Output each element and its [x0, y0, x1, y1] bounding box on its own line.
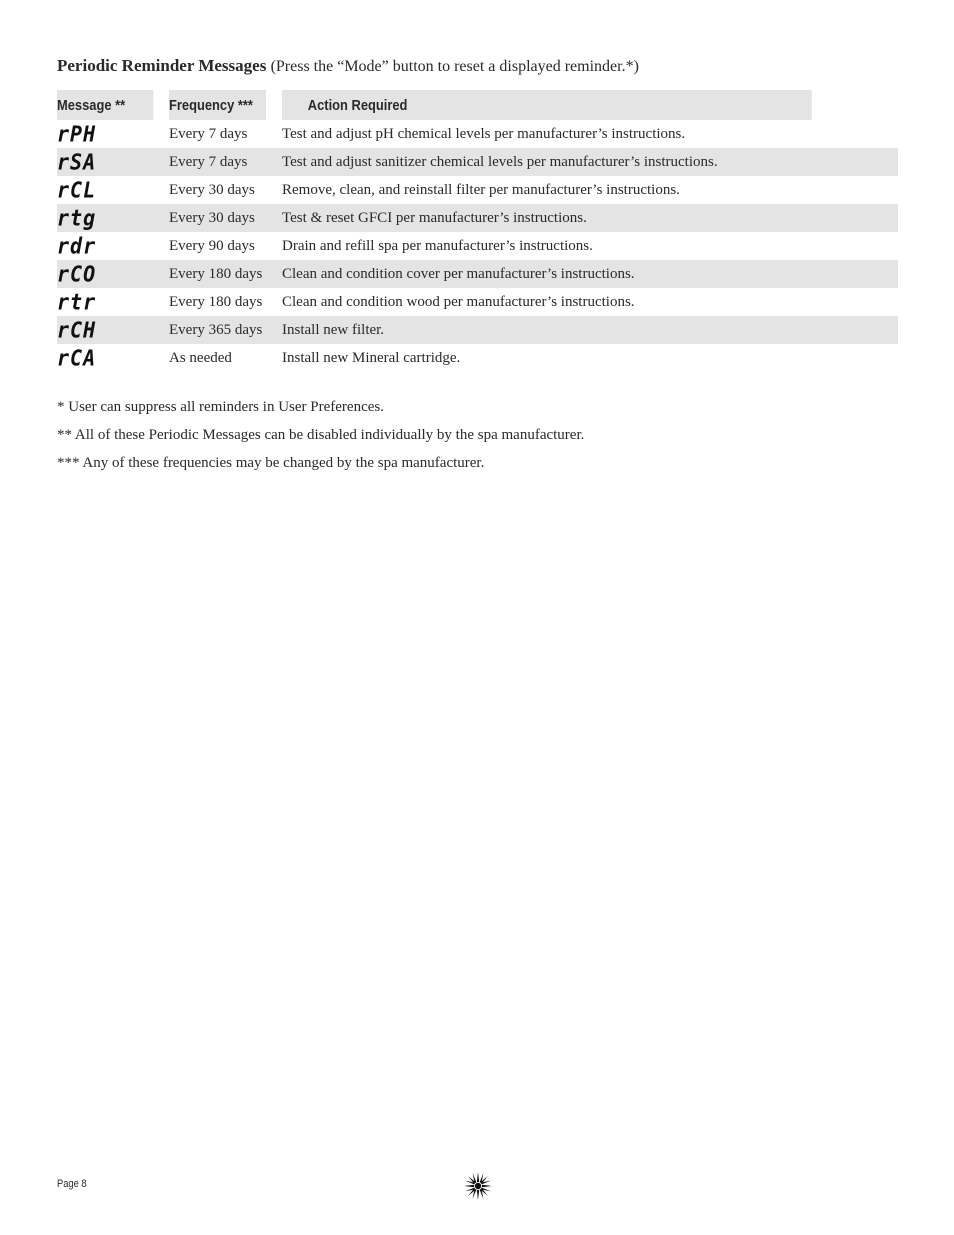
reminder-code: rSA — [57, 148, 97, 176]
reminder-action: Test and adjust sanitizer chemical levels per manufacturer’s instructions. — [282, 148, 898, 176]
reminder-frequency: Every 180 days — [169, 293, 263, 310]
reminder-action: Install new filter. — [282, 316, 898, 344]
section-heading — [57, 56, 639, 76]
table-row — [57, 204, 898, 232]
reminder-action: Remove, clean, and reinstall filter per manufacturer’s instructions. — [282, 181, 680, 198]
starburst-logo-icon — [464, 1172, 492, 1200]
reminder-code: rCL — [57, 176, 97, 204]
reminder-action: Test & reset GFCI per manufacturer’s instructions. — [282, 204, 898, 232]
footnote: *** Any of these frequencies may be changed by the spa manufacturer. — [57, 455, 485, 471]
reminder-action: Clean and condition wood per manufacturer’s instructions. — [282, 293, 635, 310]
table-header-row — [57, 90, 898, 120]
table-row — [57, 316, 898, 344]
section-note: (Press the “Mode” button to reset a displayed reminder.*) — [270, 58, 639, 75]
reminder-table — [57, 90, 898, 372]
reminder-frequency: Every 7 days — [169, 125, 248, 142]
table-row — [57, 288, 898, 316]
reminder-frequency: Every 7 days — [169, 148, 282, 176]
header-frequency: Frequency *** — [169, 90, 266, 120]
reminder-code: rdr — [57, 232, 97, 260]
header-action: Action Required — [282, 90, 812, 120]
footnote: * User can suppress all reminders in User Preferences. — [57, 399, 384, 415]
reminder-code: rCA — [57, 344, 97, 372]
header-message: Message ** — [57, 90, 153, 120]
table-row — [57, 344, 898, 372]
section-title: Periodic Reminder Messages — [57, 56, 267, 75]
footnote: ** All of these Periodic Messages can be disabled individually by the spa manufacturer. — [57, 427, 585, 443]
reminder-action: Clean and condition cover per manufacturer’s instructions. — [282, 260, 898, 288]
reminder-action: Install new Mineral cartridge. — [282, 349, 461, 366]
reminder-code: rCO — [57, 260, 97, 288]
reminder-frequency: As needed — [169, 349, 232, 366]
reminder-frequency: Every 365 days — [169, 316, 282, 344]
footnotes — [57, 393, 584, 477]
reminder-code: rPH — [57, 120, 97, 148]
page-number: Page 8 — [57, 1178, 87, 1190]
reminder-code: rtr — [57, 288, 97, 316]
reminder-frequency: Every 180 days — [169, 260, 282, 288]
table-row — [57, 260, 898, 288]
table-row — [57, 120, 898, 148]
reminder-frequency: Every 90 days — [169, 237, 255, 254]
reminder-frequency: Every 30 days — [169, 181, 255, 198]
table-row — [57, 148, 898, 176]
reminder-code: rtg — [57, 204, 97, 232]
table-row — [57, 232, 898, 260]
reminder-action: Drain and refill spa per manufacturer’s instructions. — [282, 237, 593, 254]
reminder-action: Test and adjust pH chemical levels per manufacturer’s instructions. — [282, 125, 686, 142]
reminder-code: rCH — [57, 316, 97, 344]
reminder-frequency: Every 30 days — [169, 204, 282, 232]
starburst-logo-svg — [464, 1172, 492, 1200]
table-row — [57, 176, 898, 204]
